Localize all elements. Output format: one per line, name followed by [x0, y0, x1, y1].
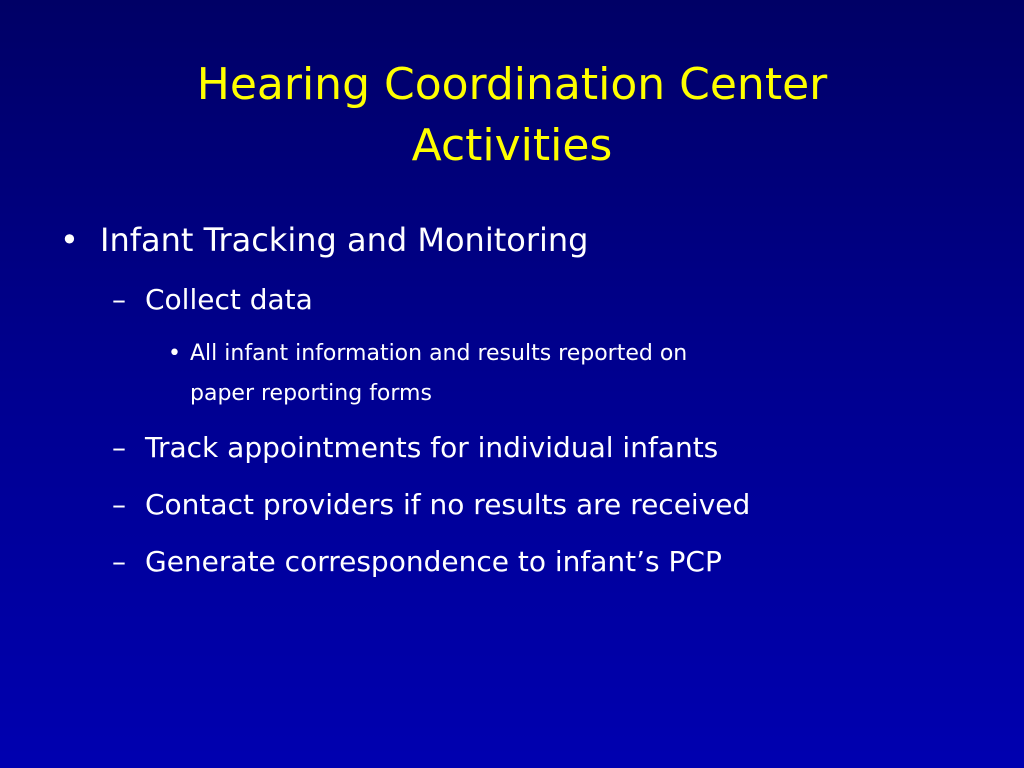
slide-title-line-1: Hearing Coordination Center	[196, 59, 828, 110]
bullet-marker: •	[60, 221, 79, 259]
bullet-infant-tracking: Infant Tracking and Monitoring	[100, 221, 589, 259]
subbullet-generate-correspondence: Generate correspondence to infant’s PCP	[145, 545, 722, 578]
subsubbullet-line-2: paper reporting forms	[190, 381, 432, 406]
dash-marker: –	[112, 431, 126, 464]
sub-bullet-marker: •	[168, 341, 181, 366]
subbullet-contact-providers: Contact providers if no results are received	[145, 488, 751, 521]
subsubbullet-line-1: All infant information and results reported on	[190, 341, 688, 366]
dash-marker: –	[112, 545, 126, 578]
dash-marker: –	[112, 283, 126, 316]
subbullet-collect-data: Collect data	[145, 283, 313, 316]
dash-marker: –	[112, 488, 126, 521]
slide-title-line-2: Activities	[411, 120, 613, 171]
subbullet-track-appointments: Track appointments for individual infants	[145, 431, 719, 464]
